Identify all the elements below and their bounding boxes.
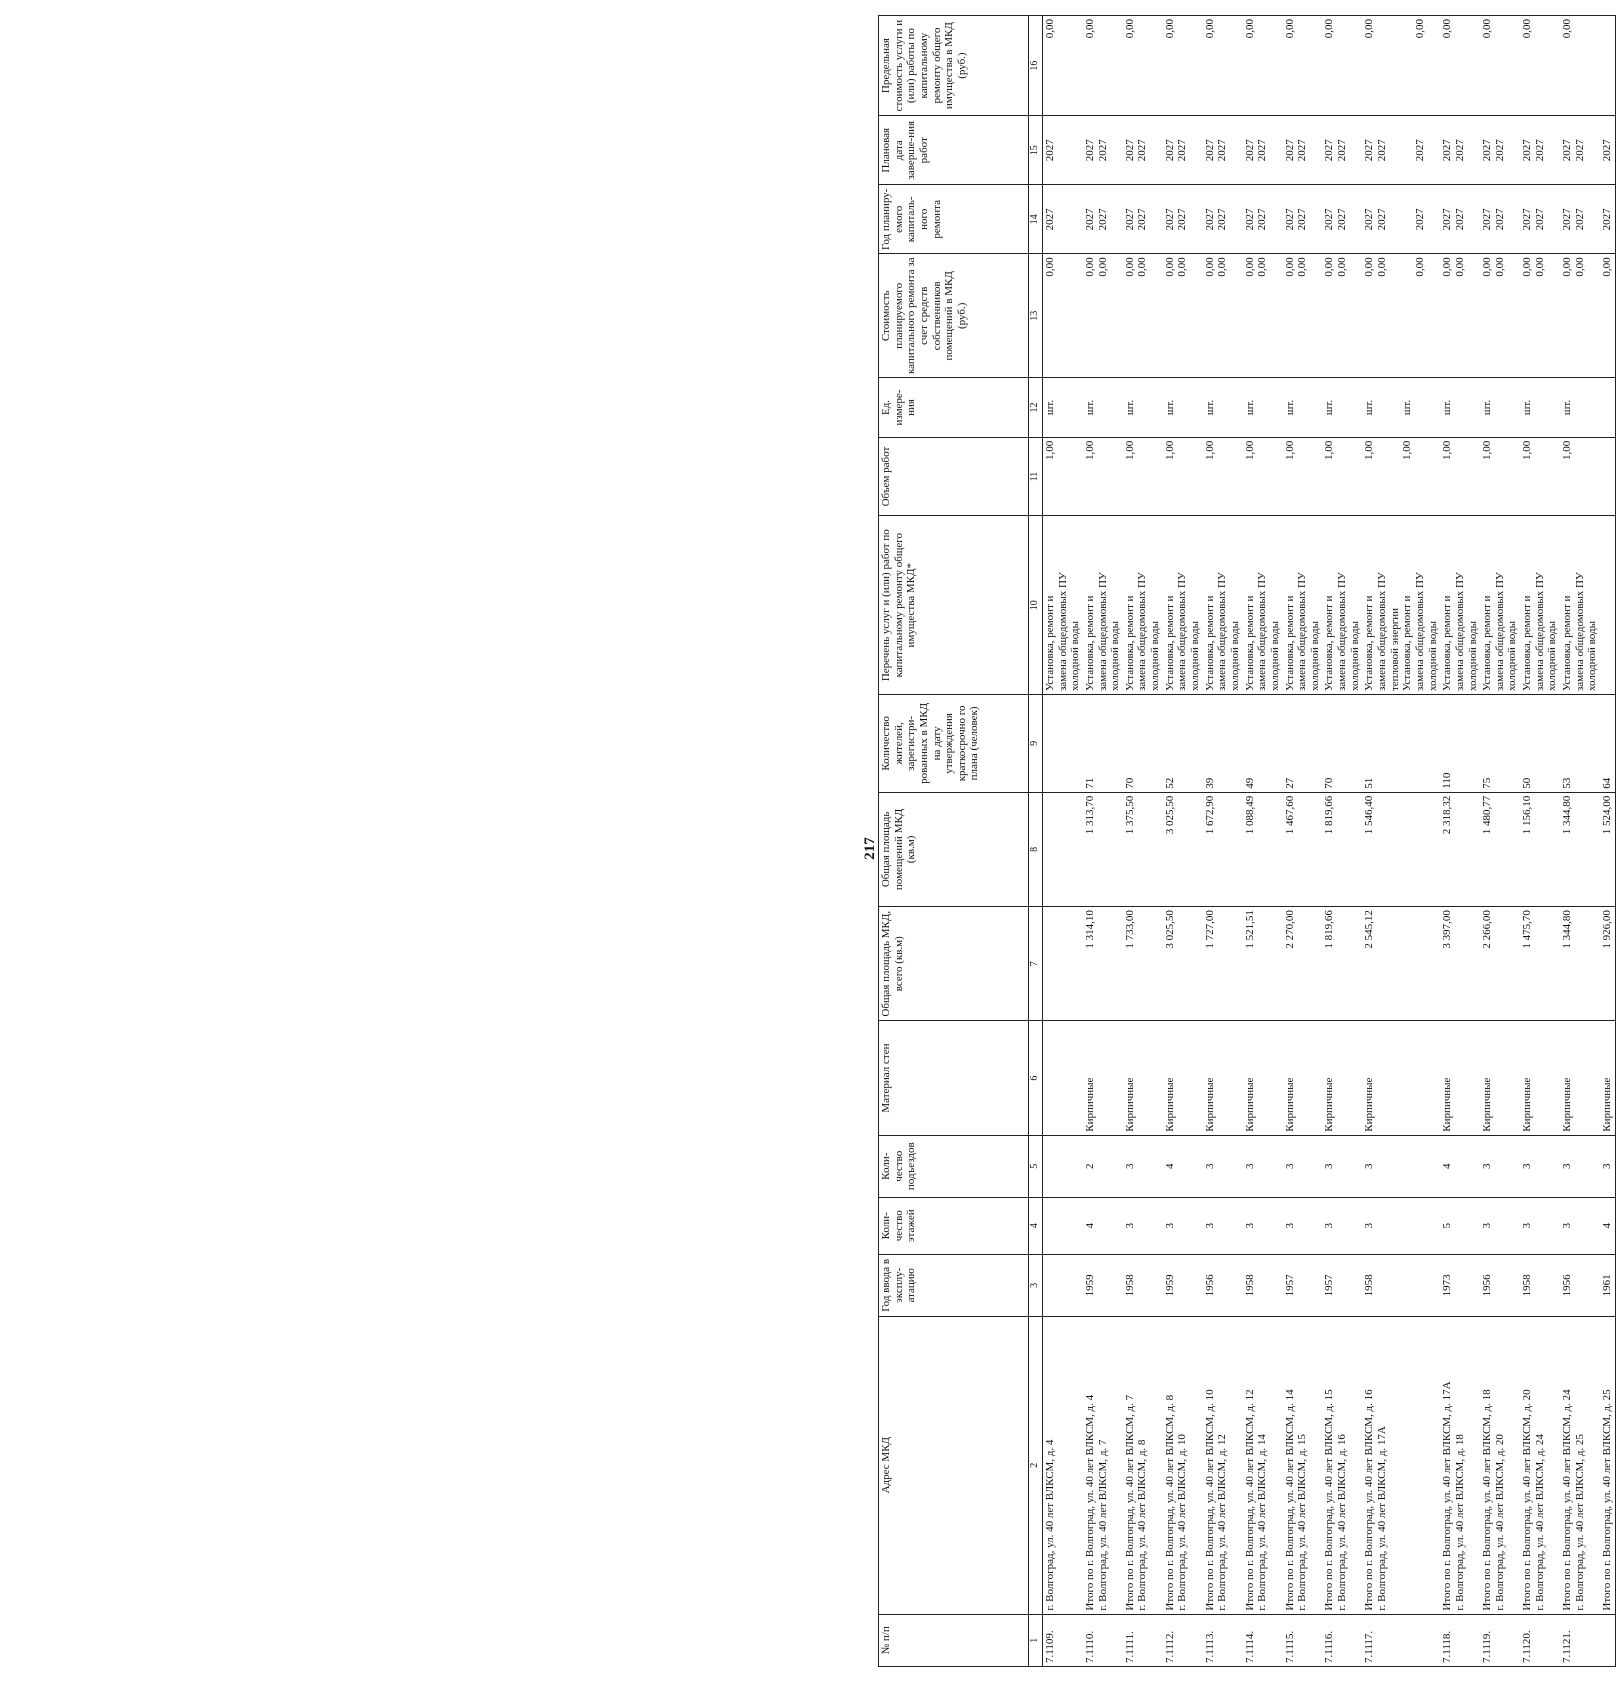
cell-area-total: 1 733,00 <box>1123 907 1163 1021</box>
cell-unit: шт. <box>1163 378 1203 438</box>
column-number-row <box>1029 16 1043 1667</box>
cell-floors: 3 <box>1560 1197 1600 1254</box>
cell-end-year: 2027 2027 <box>1520 116 1560 185</box>
cell-unit: шт. шт. <box>1362 378 1440 438</box>
cell-plan-year: 2027 2027 <box>1440 185 1480 254</box>
cell-entrances: 3 <box>1243 1135 1283 1197</box>
cell-limit: 0,00 <box>1560 16 1600 116</box>
cell-cost: 0,00 0,00 <box>1243 254 1283 378</box>
cell-entrances: 3 <box>1520 1135 1560 1197</box>
header-col-15: Плановая дата заверше-ния работ <box>879 116 1029 185</box>
cell-year: 1956 <box>1560 1254 1600 1316</box>
cell-unit: шт. <box>1322 378 1362 438</box>
cell-num: 7.1118. <box>1440 1614 1480 1666</box>
table-row <box>1440 16 1480 1667</box>
table-row <box>1243 16 1283 1667</box>
cell-cost: 0,00 0,00 <box>1480 254 1520 378</box>
cell-area-rooms: 1 546,40 <box>1362 792 1440 906</box>
cell-end-year: 2027 2027 <box>1480 116 1520 185</box>
table-body <box>1043 16 1616 1667</box>
cell-end-year: 2027 2027 2027 <box>1362 116 1440 185</box>
cell-plan-year: 2027 2027 <box>1520 185 1560 254</box>
cell-area-total: 1 727,00 <box>1203 907 1243 1021</box>
cell-volume: 1,00 <box>1480 437 1520 516</box>
cell-cost: 0,00 0,00 <box>1203 254 1243 378</box>
cell-cost: 0,00 0,00 <box>1560 254 1600 378</box>
cell-num: 7.1117. <box>1362 1614 1440 1666</box>
cell-entrances: 3 <box>1203 1135 1243 1197</box>
cell-residents: 71 <box>1083 695 1123 793</box>
cell-end-year: 2027 2027 <box>1203 116 1243 185</box>
cell-residents: 75 <box>1480 695 1520 793</box>
cell-works: Установка, ремонт и замена общедомовых ПУ холодной воды <box>1480 516 1520 695</box>
capital-repair-table-wrapper <box>878 15 1613 1667</box>
cell-num: 7.1121. <box>1560 1614 1600 1666</box>
cell-area-rooms: 1 375,50 <box>1123 792 1163 906</box>
cell-works: Установка, ремонт и замена общедомовых ПУ тепловой энергии Установка, ремонт и замена общедомовых ПУ холодной воды <box>1362 516 1440 695</box>
cell-residents: 110 <box>1440 695 1480 793</box>
cell-year: 1973 <box>1440 1254 1480 1316</box>
cell-plan-year: 2027 2027 <box>1163 185 1203 254</box>
cell-plan-year: 2027 2027 <box>1243 185 1283 254</box>
cell-walls: Кирпичные <box>1480 1021 1520 1135</box>
cell-area-total: 1 819,66 <box>1322 907 1362 1021</box>
cell-residents: 27 <box>1283 695 1323 793</box>
cell-works: Установка, ремонт и замена общедомовых ПУ холодной воды <box>1440 516 1480 695</box>
cell-year: 1959 <box>1083 1254 1123 1316</box>
table-row <box>1600 16 1615 1667</box>
cell-area-total: 2 270,00 <box>1283 907 1323 1021</box>
cell-unit <box>1600 378 1615 438</box>
cell-volume: 1,00 <box>1520 437 1560 516</box>
cell-floors: 3 <box>1203 1197 1243 1254</box>
cell-limit <box>1600 16 1615 116</box>
cell-entrances: 4 <box>1163 1135 1203 1197</box>
cell-floors: 3 <box>1480 1197 1520 1254</box>
cell-entrances: 3 <box>1283 1135 1323 1197</box>
header-col-13: Стоимость планируемого капитального ремонта за счет средств собственников помещений в МКД (руб.) <box>879 254 1029 378</box>
cell-entrances: 3 <box>1560 1135 1600 1197</box>
cell-limit: 0,00 <box>1480 16 1520 116</box>
cell-num: 7.1111. <box>1123 1614 1163 1666</box>
cell-end-year: 2027 2027 <box>1243 116 1283 185</box>
column-number-7: 7 <box>1029 907 1043 1021</box>
table-row <box>1203 16 1243 1667</box>
cell-plan-year: 2027 2027 2027 <box>1362 185 1440 254</box>
cell-area-rooms: 2 318,32 <box>1440 792 1480 906</box>
table-row <box>1560 16 1600 1667</box>
cell-area-total: 3 025,50 <box>1163 907 1203 1021</box>
cell-year: 1956 <box>1480 1254 1520 1316</box>
cell-year: 1957 <box>1322 1254 1362 1316</box>
column-number-9: 9 <box>1029 695 1043 793</box>
header-col-2: Адрес МКД <box>879 1316 1029 1614</box>
cell-walls: Кирпичные <box>1600 1021 1615 1135</box>
cell-address: Итого по г. Волгоград, ул. 40 лет ВЛКСМ, д. 18 г. Волгоград, ул. 40 лет ВЛКСМ, д. 20 <box>1480 1316 1520 1614</box>
cell-year: 1961 <box>1600 1254 1615 1316</box>
cell-works: Установка, ремонт и замена общедомовых ПУ холодной воды <box>1043 516 1083 695</box>
cell-walls: Кирпичные <box>1243 1021 1283 1135</box>
header-col-4: Коли-чество этажей <box>879 1197 1029 1254</box>
cell-limit: 0,00 <box>1203 16 1243 116</box>
cell-area-rooms: 1 480,77 <box>1480 792 1520 906</box>
cell-residents: 70 <box>1322 695 1362 793</box>
cell-area-rooms: 1 672,90 <box>1203 792 1243 906</box>
cell-limit: 0,00 <box>1083 16 1123 116</box>
cell-unit: шт. <box>1560 378 1600 438</box>
cell-area-total: 2 545,12 <box>1362 907 1440 1021</box>
cell-limit: 0,00 <box>1322 16 1362 116</box>
cell-area-rooms <box>1043 792 1083 906</box>
column-number-3: 3 <box>1029 1254 1043 1316</box>
cell-entrances: 3 <box>1123 1135 1163 1197</box>
cell-limit: 0,00 <box>1283 16 1323 116</box>
cell-end-year: 2027 2027 <box>1083 116 1123 185</box>
cell-area-rooms: 1 819,66 <box>1322 792 1362 906</box>
cell-plan-year: 2027 2027 <box>1283 185 1323 254</box>
cell-plan-year: 2027 <box>1600 185 1615 254</box>
header-col-14: Год планиру-емого капиталь-ного ремонта <box>879 185 1029 254</box>
header-col-1: № п/п <box>879 1614 1029 1666</box>
cell-residents: 51 <box>1362 695 1440 793</box>
cell-floors: 4 <box>1083 1197 1123 1254</box>
cell-year: 1958 <box>1123 1254 1163 1316</box>
cell-area-rooms: 3 025,50 <box>1163 792 1203 906</box>
column-number-16: 16 <box>1029 16 1043 116</box>
header-col-7: Общая площадь МКД, всего (кв.м) <box>879 907 1029 1021</box>
cell-residents: 64 <box>1600 695 1615 793</box>
cell-works: Установка, ремонт и замена общедомовых ПУ холодной воды <box>1243 516 1283 695</box>
cell-year: 1956 <box>1203 1254 1243 1316</box>
header-row <box>879 16 1029 1667</box>
table-row <box>1283 16 1323 1667</box>
cell-address: Итого по г. Волгоград, ул. 40 лет ВЛКСМ, д. 12 г. Волгоград, ул. 40 лет ВЛКСМ, д. 14 <box>1243 1316 1283 1614</box>
column-number-5: 5 <box>1029 1135 1043 1197</box>
cell-volume: 1,00 <box>1560 437 1600 516</box>
cell-entrances <box>1043 1135 1083 1197</box>
cell-volume: 1,00 <box>1083 437 1123 516</box>
cell-walls: Кирпичные <box>1560 1021 1600 1135</box>
cell-limit: 0,00 0,00 <box>1362 16 1440 116</box>
cell-works: Установка, ремонт и замена общедомовых ПУ холодной воды <box>1520 516 1560 695</box>
cell-residents: 49 <box>1243 695 1283 793</box>
cell-works: Установка, ремонт и замена общедомовых ПУ холодной воды <box>1560 516 1600 695</box>
cell-entrances: 3 <box>1480 1135 1520 1197</box>
cell-plan-year: 2027 2027 <box>1560 185 1600 254</box>
cell-volume: 1,00 <box>1243 437 1283 516</box>
cell-walls: Кирпичные <box>1123 1021 1163 1135</box>
cell-num: 7.1113. <box>1203 1614 1243 1666</box>
cell-walls: Кирпичные <box>1163 1021 1203 1135</box>
table-row <box>1043 16 1083 1667</box>
header-col-9: Количество жителей, зарегистри-рованных в МКД на дату утверждения краткосрочно го плана (человек) <box>879 695 1029 793</box>
cell-floors: 3 <box>1283 1197 1323 1254</box>
cell-num: 7.1115. <box>1283 1614 1323 1666</box>
cell-cost: 0,00 0,00 <box>1283 254 1323 378</box>
cell-area-rooms: 1 088,49 <box>1243 792 1283 906</box>
cell-residents: 39 <box>1203 695 1243 793</box>
header-col-10: Перечень услуг и (или) работ по капитальному ремонту общего имущества МКД* <box>879 516 1029 695</box>
cell-area-rooms: 1 524,00 <box>1600 792 1615 906</box>
cell-walls: Кирпичные <box>1083 1021 1123 1135</box>
column-number-10: 10 <box>1029 516 1043 695</box>
cell-floors: 3 <box>1243 1197 1283 1254</box>
cell-plan-year: 2027 2027 <box>1123 185 1163 254</box>
table-row <box>1520 16 1560 1667</box>
cell-year: 1957 <box>1283 1254 1323 1316</box>
cell-plan-year: 2027 2027 <box>1083 185 1123 254</box>
cell-unit: шт. <box>1123 378 1163 438</box>
cell-limit: 0,00 <box>1043 16 1083 116</box>
cell-walls: Кирпичные <box>1322 1021 1362 1135</box>
cell-address: г. Волгоград, ул. 40 лет ВЛКСМ, д. 4 <box>1043 1316 1083 1614</box>
cell-works: Установка, ремонт и замена общедомовых ПУ холодной воды <box>1083 516 1123 695</box>
cell-area-total: 1 344,80 <box>1560 907 1600 1021</box>
cell-volume: 1,00 <box>1123 437 1163 516</box>
cell-address: Итого по г. Волгоград, ул. 40 лет ВЛКСМ, д. 14 г. Волгоград, ул. 40 лет ВЛКСМ, д. 15 <box>1283 1316 1323 1614</box>
cell-address: Итого по г. Волгоград, ул. 40 лет ВЛКСМ, д. 8 г. Волгоград, ул. 40 лет ВЛКСМ, д. 10 <box>1163 1316 1203 1614</box>
cell-num <box>1600 1614 1615 1666</box>
cell-volume: 1,00 <box>1043 437 1083 516</box>
cell-cost: 0,00 0,00 <box>1083 254 1123 378</box>
cell-area-total <box>1043 907 1083 1021</box>
cell-address: Итого по г. Волгоград, ул. 40 лет ВЛКСМ, д. 20 г. Волгоград, ул. 40 лет ВЛКСМ, д. 24 <box>1520 1316 1560 1614</box>
cell-area-total: 1 521,51 <box>1243 907 1283 1021</box>
cell-unit: шт. <box>1283 378 1323 438</box>
cell-floors: 3 <box>1163 1197 1203 1254</box>
cell-entrances: 2 <box>1083 1135 1123 1197</box>
cell-residents: 50 <box>1520 695 1560 793</box>
cell-floors <box>1043 1197 1083 1254</box>
cell-volume: 1,00 1,00 <box>1362 437 1440 516</box>
cell-area-rooms: 1 313,70 <box>1083 792 1123 906</box>
cell-walls: Кирпичные <box>1362 1021 1440 1135</box>
cell-residents <box>1043 695 1083 793</box>
cell-works: Установка, ремонт и замена общедомовых ПУ холодной воды <box>1163 516 1203 695</box>
cell-year: 1959 <box>1163 1254 1203 1316</box>
column-number-15: 15 <box>1029 116 1043 185</box>
cell-area-total: 1 475,70 <box>1520 907 1560 1021</box>
cell-unit: шт. <box>1243 378 1283 438</box>
cell-year <box>1043 1254 1083 1316</box>
cell-walls: Кирпичные <box>1520 1021 1560 1135</box>
cell-year: 1958 <box>1520 1254 1560 1316</box>
cell-limit: 0,00 <box>1520 16 1560 116</box>
cell-address: Итого по г. Волгоград, ул. 40 лет ВЛКСМ, д. 25 <box>1600 1316 1615 1614</box>
cell-works: Установка, ремонт и замена общедомовых ПУ холодной воды <box>1203 516 1243 695</box>
column-number-14: 14 <box>1029 185 1043 254</box>
header-col-5: Коли-чество подъездов <box>879 1135 1029 1197</box>
cell-num: 7.1112. <box>1163 1614 1203 1666</box>
page-number: 217 <box>862 837 878 860</box>
header-col-6: Материал стен <box>879 1021 1029 1135</box>
cell-end-year: 2027 2027 <box>1163 116 1203 185</box>
cell-address: Итого по г. Волгоград, ул. 40 лет ВЛКСМ, д. 10 г. Волгоград, ул. 40 лет ВЛКСМ, д. 12 <box>1203 1316 1243 1614</box>
cell-limit: 0,00 <box>1243 16 1283 116</box>
table-row <box>1322 16 1362 1667</box>
cell-num: 7.1110. <box>1083 1614 1123 1666</box>
capital-repair-table <box>878 15 1616 1667</box>
cell-residents: 53 <box>1560 695 1600 793</box>
cell-works: Установка, ремонт и замена общедомовых ПУ холодной воды <box>1322 516 1362 695</box>
cell-num: 7.1109. <box>1043 1614 1083 1666</box>
cell-cost: 0,00 0,00 <box>1520 254 1560 378</box>
cell-num: 7.1120. <box>1520 1614 1560 1666</box>
table-row <box>1163 16 1203 1667</box>
cell-plan-year: 2027 2027 <box>1203 185 1243 254</box>
column-number-13: 13 <box>1029 254 1043 378</box>
header-col-11: Объем работ <box>879 437 1029 516</box>
header-col-3: Год ввода в эксплу-атацию <box>879 1254 1029 1316</box>
cell-floors: 3 <box>1362 1197 1440 1254</box>
cell-year: 1958 <box>1362 1254 1440 1316</box>
cell-residents: 52 <box>1163 695 1203 793</box>
cell-volume <box>1600 437 1615 516</box>
cell-works: Установка, ремонт и замена общедомовых ПУ холодной воды <box>1123 516 1163 695</box>
cell-walls: Кирпичные <box>1440 1021 1480 1135</box>
cell-num: 7.1114. <box>1243 1614 1283 1666</box>
cell-limit: 0,00 <box>1123 16 1163 116</box>
cell-plan-year: 2027 2027 <box>1322 185 1362 254</box>
cell-entrances: 3 <box>1600 1135 1615 1197</box>
cell-unit: шт. <box>1440 378 1480 438</box>
cell-cost: 0,00 0,00 <box>1322 254 1362 378</box>
header-col-8: Общая площадь помещений МКД (кв.м) <box>879 792 1029 906</box>
cell-end-year: 2027 2027 <box>1440 116 1480 185</box>
cell-floors: 5 <box>1440 1197 1480 1254</box>
cell-cost: 0,00 0,00 0,00 <box>1362 254 1440 378</box>
cell-address: Итого по г. Волгоград, ул. 40 лет ВЛКСМ, д. 4 г. Волгоград, ул. 40 лет ВЛКСМ, д. 7 <box>1083 1316 1123 1614</box>
column-number-12: 12 <box>1029 378 1043 438</box>
cell-address: Итого по г. Волгоград, ул. 40 лет ВЛКСМ, д. 15 г. Волгоград, ул. 40 лет ВЛКСМ, д. 16 <box>1322 1316 1362 1614</box>
column-number-6: 6 <box>1029 1021 1043 1135</box>
cell-volume: 1,00 <box>1440 437 1480 516</box>
cell-volume: 1,00 <box>1283 437 1323 516</box>
table-row <box>1083 16 1123 1667</box>
table-row <box>1123 16 1163 1667</box>
cell-area-total: 1 314,10 <box>1083 907 1123 1021</box>
cell-volume: 1,00 <box>1203 437 1243 516</box>
cell-num: 7.1116. <box>1322 1614 1362 1666</box>
cell-volume: 1,00 <box>1322 437 1362 516</box>
cell-address: Итого по г. Волгоград, ул. 40 лет ВЛКСМ, д. 17А г. Волгоград, ул. 40 лет ВЛКСМ, д. 18 <box>1440 1316 1480 1614</box>
table-row <box>1480 16 1520 1667</box>
cell-cost: 0,00 0,00 <box>1440 254 1480 378</box>
cell-walls: Кирпичные <box>1283 1021 1323 1135</box>
cell-unit: шт. <box>1203 378 1243 438</box>
cell-address: Итого по г. Волгоград, ул. 40 лет ВЛКСМ, д. 7 г. Волгоград, ул. 40 лет ВЛКСМ, д. 8 <box>1123 1316 1163 1614</box>
cell-cost: 0,00 <box>1043 254 1083 378</box>
cell-end-year: 2027 2027 <box>1123 116 1163 185</box>
cell-address: Итого по г. Волгоград, ул. 40 лет ВЛКСМ, д. 16 г. Волгоград, ул. 40 лет ВЛКСМ, д. 17А <box>1362 1316 1440 1614</box>
cell-area-rooms: 1 467,60 <box>1283 792 1323 906</box>
cell-cost: 0,00 0,00 <box>1123 254 1163 378</box>
cell-address: Итого по г. Волгоград, ул. 40 лет ВЛКСМ, д. 24 г. Волгоград, ул. 40 лет ВЛКСМ, д. 25 <box>1560 1316 1600 1614</box>
cell-end-year: 2027 2027 <box>1560 116 1600 185</box>
cell-works: Установка, ремонт и замена общедомовых ПУ холодной воды <box>1283 516 1323 695</box>
column-number-2: 2 <box>1029 1316 1043 1614</box>
column-number-11: 11 <box>1029 437 1043 516</box>
cell-end-year: 2027 <box>1043 116 1083 185</box>
cell-walls <box>1043 1021 1083 1135</box>
cell-area-total: 3 397,00 <box>1440 907 1480 1021</box>
cell-year: 1958 <box>1243 1254 1283 1316</box>
cell-area-total: 2 266,00 <box>1480 907 1520 1021</box>
cell-cost: 0,00 <box>1600 254 1615 378</box>
column-number-1: 1 <box>1029 1614 1043 1666</box>
table-row <box>1362 16 1440 1667</box>
column-number-4: 4 <box>1029 1197 1043 1254</box>
cell-num: 7.1119. <box>1480 1614 1520 1666</box>
cell-floors: 4 <box>1600 1197 1615 1254</box>
cell-end-year: 2027 2027 <box>1322 116 1362 185</box>
cell-unit: шт. <box>1480 378 1520 438</box>
cell-residents: 70 <box>1123 695 1163 793</box>
column-number-8: 8 <box>1029 792 1043 906</box>
cell-works <box>1600 516 1615 695</box>
cell-area-total: 1 926,00 <box>1600 907 1615 1021</box>
cell-limit: 0,00 <box>1163 16 1203 116</box>
header-col-12: Ед. измере-ния <box>879 378 1029 438</box>
cell-plan-year: 2027 2027 <box>1480 185 1520 254</box>
cell-area-rooms: 1 156,10 <box>1520 792 1560 906</box>
cell-volume: 1,00 <box>1163 437 1203 516</box>
cell-unit: шт. <box>1083 378 1123 438</box>
cell-floors: 3 <box>1123 1197 1163 1254</box>
cell-entrances: 3 <box>1362 1135 1440 1197</box>
cell-end-year: 2027 <box>1600 116 1615 185</box>
cell-entrances: 4 <box>1440 1135 1480 1197</box>
cell-walls: Кирпичные <box>1203 1021 1243 1135</box>
cell-floors: 3 <box>1322 1197 1362 1254</box>
cell-unit: шт. <box>1043 378 1083 438</box>
cell-cost: 0,00 0,00 <box>1163 254 1203 378</box>
cell-unit: шт. <box>1520 378 1560 438</box>
cell-end-year: 2027 2027 <box>1283 116 1323 185</box>
header-col-16: Предельная стоимость услуги и (или) работы по капитальному ремонту общего имущества в МКД (руб.) <box>879 16 1029 116</box>
cell-floors: 3 <box>1520 1197 1560 1254</box>
cell-limit: 0,00 <box>1440 16 1480 116</box>
cell-entrances: 3 <box>1322 1135 1362 1197</box>
cell-plan-year: 2027 <box>1043 185 1083 254</box>
cell-area-rooms: 1 344,80 <box>1560 792 1600 906</box>
